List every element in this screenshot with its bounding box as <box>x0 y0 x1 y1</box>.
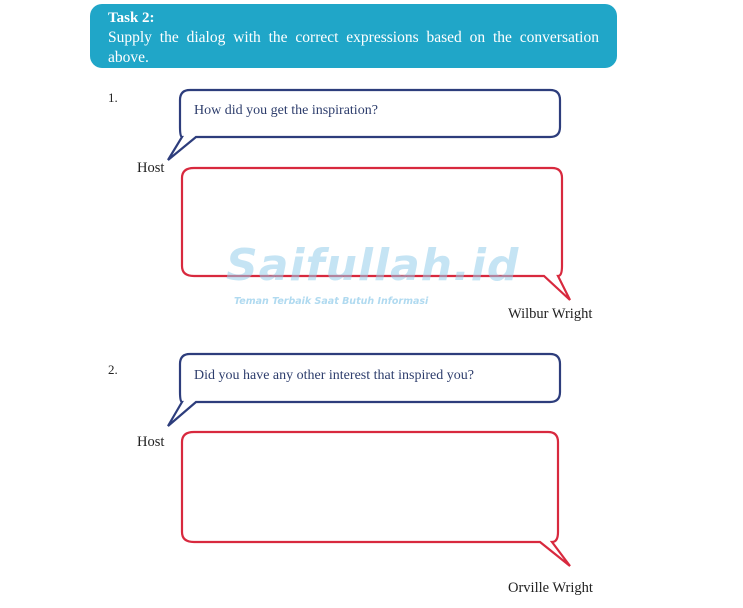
question-bubble-2 <box>168 354 560 426</box>
item-number-1: 1. <box>108 90 118 105</box>
task-title: Task 2: <box>108 10 155 26</box>
asker-label-2: Host <box>137 434 165 450</box>
answerer-label-1: Wilbur Wright <box>508 306 593 322</box>
watermark-logo: Saifullah.id <box>226 240 520 291</box>
question-text-1: How did you get the inspiration? <box>194 103 378 118</box>
question-text-2: Did you have any other interest that inspired you? <box>194 368 474 383</box>
asker-label-1: Host <box>137 160 165 176</box>
answer-bubble-2 <box>182 432 570 566</box>
watermark <box>222 238 522 318</box>
item-number-2: 2. <box>108 362 118 377</box>
question-bubble-1 <box>168 90 560 160</box>
watermark-tagline: Teman Terbaik Saat Butuh Informasi <box>234 296 429 307</box>
task-instruction: Supply the dialog with the correct expressions based on the conversation above. <box>108 29 599 66</box>
answerer-label-2: Orville Wright <box>508 580 593 596</box>
